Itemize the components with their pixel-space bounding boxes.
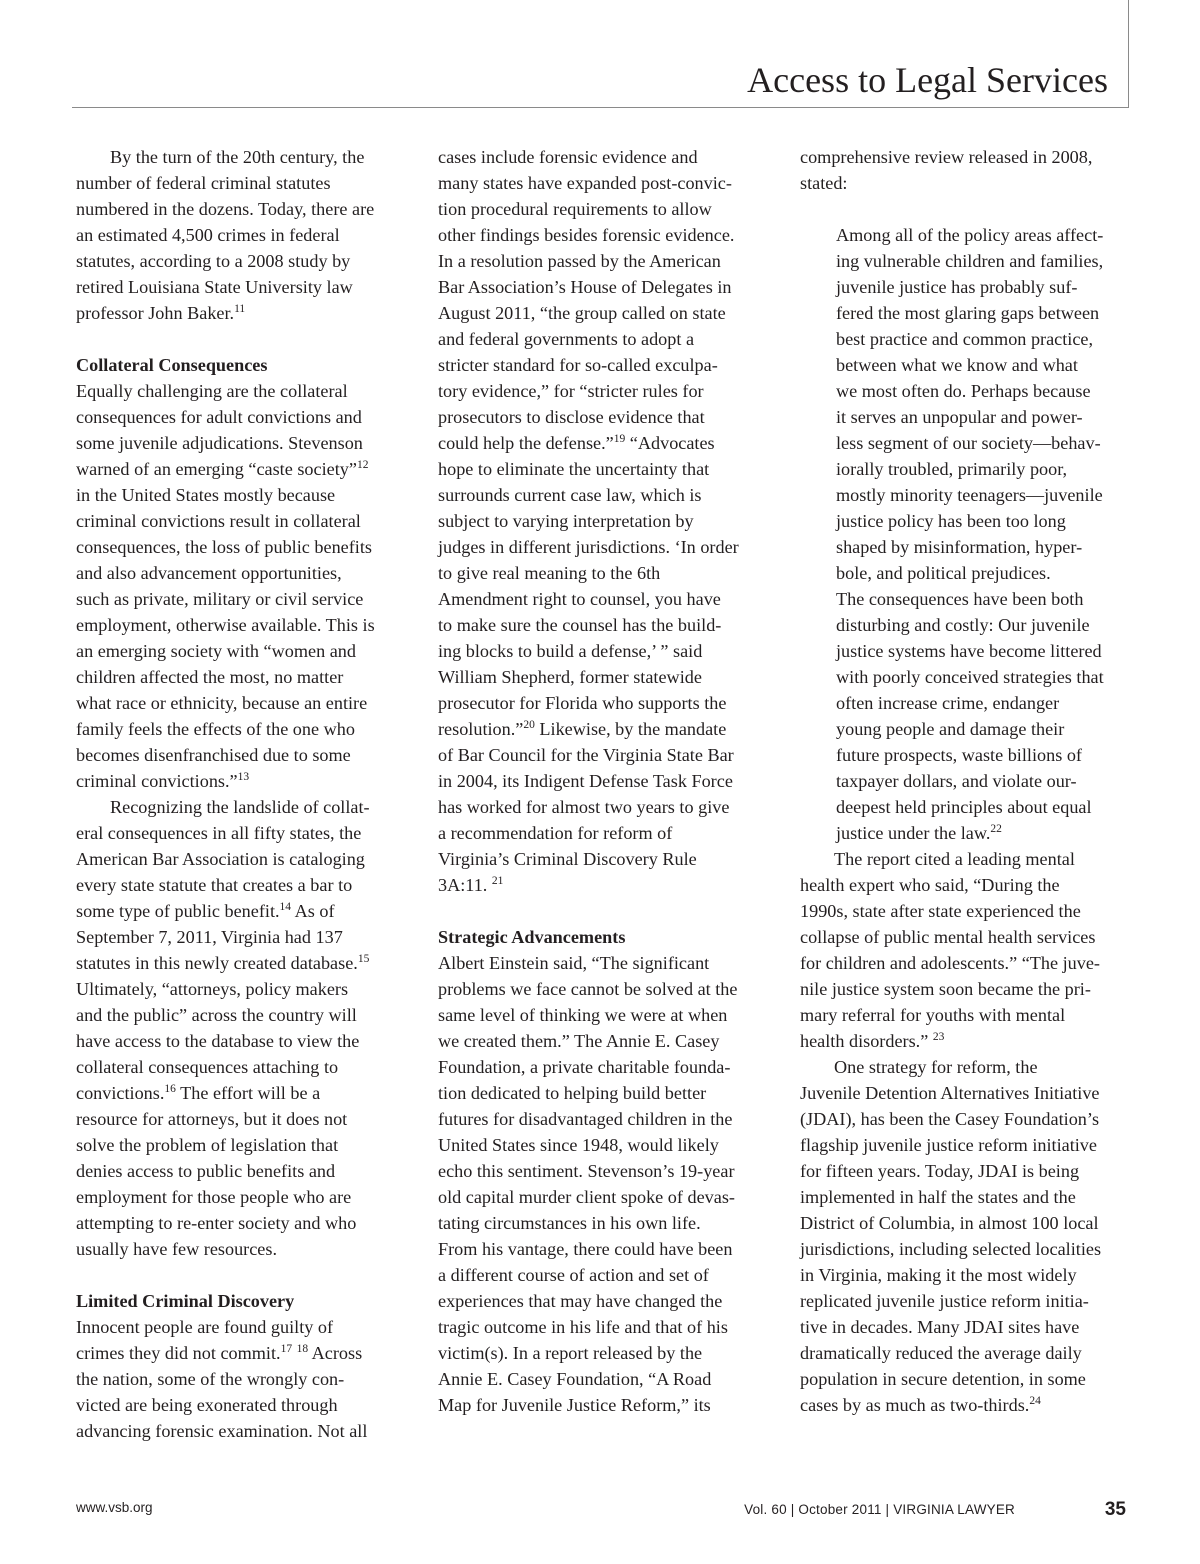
text-line: a different course of action and set of [438,1265,709,1285]
text-line: population in secure detention, in some [800,1369,1086,1389]
text-line: cases include forensic evidence and [438,147,698,167]
text-line: collateral consequences attaching to [76,1057,339,1077]
text-line: stricter standard for so-called exculpa- [438,355,718,375]
text-line: an estimated 4,500 crimes in federal [76,225,340,245]
text-segment: criminal convictions.” [76,771,238,791]
text-line: The consequences have been both [836,589,1084,609]
text-line: often increase crime, endanger [836,693,1060,713]
text-line: criminal convictions result in collateral [76,511,361,531]
text-line: the nation, some of the wrongly con- [76,1369,345,1389]
paragraph [76,378,406,794]
paragraph-gap [76,1262,406,1288]
text-line: Among all of the policy areas affect- [836,225,1104,245]
text-line: young people and damage their [836,719,1065,739]
text-line: old capital murder client spoke of devas- [438,1187,735,1207]
text-line: to give real meaning to the 6th [438,563,661,583]
text-line: between what we know and what [836,355,1078,375]
paragraph [438,950,768,1418]
text-segment: cases by as much as two-thirds. [800,1395,1030,1415]
text-line: mostly minority teenagers—juvenile [836,485,1103,505]
text-line: employment, otherwise available. This is [76,615,375,635]
text-line: collapse of public mental health services [800,927,1096,947]
footnote-ref: 21 [491,875,504,887]
text-line: disturbing and costly: Our juvenile [836,615,1090,635]
footnote-ref: 19 [613,433,626,445]
subheading: Strategic Advancements [438,927,626,947]
text-line: dramatically reduced the average daily [800,1343,1082,1363]
text-line: Map for Juvenile Justice Reform,” its [438,1395,711,1415]
paragraph [76,1314,406,1444]
text-line: tragic outcome in his life and that of his [438,1317,728,1337]
text-line [438,716,768,742]
text-line: prosecutors to disclose evidence that [438,407,705,427]
article-column-2 [438,144,768,1418]
text-line [438,430,768,456]
subheading: Collateral Consequences [76,355,268,375]
text-segment: As of [291,901,335,921]
text-line: victed are being exonerated through [76,1395,338,1415]
subheading: Limited Criminal Discovery [76,1291,295,1311]
text-line: denies access to public benefits and [76,1161,336,1181]
text-line: William Shepherd, former statewide [438,667,702,687]
text-line: best practice and common practice, [836,329,1094,349]
paragraph [76,144,406,326]
text-line: taxpayer dollars, and violate our- [836,771,1077,791]
text-segment: justice under the law. [836,823,991,843]
text-line: tive in decades. Many JDAI sites have [800,1317,1080,1337]
text-segment: health disorders.” [800,1031,933,1051]
text-line: Bar Association’s House of Delegates in [438,277,732,297]
text-line: ing vulnerable children and families, [836,251,1104,271]
text-line: 1990s, state after state experienced the [800,901,1081,921]
text-line [76,1080,406,1106]
footnote-ref: 17 [280,1343,293,1355]
text-line: such as private, military or civil service [76,589,364,609]
text-line: implemented in half the states and the [800,1187,1076,1207]
text-line: victim(s). In a report released by the [438,1343,703,1363]
text-line: iorally troubled, primarily poor, [836,459,1068,479]
text-line: employment for those people who are [76,1187,352,1207]
text-line: ing blocks to build a defense,’ ” said [438,641,703,661]
text-line: we created them.” The Annie E. Casey [438,1031,720,1051]
text-line: One strategy for reform, the [834,1057,1038,1077]
text-line: justice systems have become littered [836,641,1102,661]
page-number: 35 [1104,1499,1126,1520]
text-line: futures for disadvantaged children in the [438,1109,733,1129]
text-line: Equally challenging are the collateral [76,381,348,401]
text-segment: warned of an emerging “caste society” [76,459,357,479]
text-line: Amendment right to counsel, you have [438,589,721,609]
text-line: we most often do. Perhaps because [836,381,1091,401]
text-segment: crimes they did not commit. [76,1343,281,1363]
text-segment: Likewise, by the mandate [534,719,727,739]
text-line: and also advancement opportunities, [76,563,342,583]
text-line: shaped by misinformation, hyper- [836,537,1083,557]
text-line: in the United States mostly because [76,485,336,505]
text-line: what race or ethnicity, because an entire [76,693,368,713]
footnote-ref: 20 [523,719,535,731]
text-line: The report cited a leading mental [834,849,1075,869]
text-line: tion procedural requirements to allow [438,199,712,219]
text-line: Foundation, a private charitable founda- [438,1057,731,1077]
text-line: same level of thinking we were at when [438,1005,728,1025]
text-line: family feels the effects of the one who [76,719,355,739]
text-line: juvenile justice has probably suf- [836,277,1078,297]
text-segment: 3A:11. [438,875,492,895]
text-line: Annie E. Casey Foundation, “A Road [438,1369,712,1389]
text-line: consequences, the loss of public benefits [76,537,372,557]
text-line [800,820,1130,846]
paragraph [800,144,1130,196]
text-segment: resolution.” [438,719,524,739]
text-line [76,950,406,976]
text-segment: The effort will be a [175,1083,321,1103]
section-title: Access to Legal Services [747,60,1108,100]
text-line [76,768,406,794]
paragraph [800,846,1130,1054]
text-line: bole, and political prejudices. [836,563,1051,583]
text-line: August 2011, “the group called on state [438,303,726,323]
header-rule [72,107,1129,108]
text-line: tion dedicated to helping build better [438,1083,707,1103]
text-line: health expert who said, “During the [800,875,1060,895]
text-line [76,456,406,482]
text-line: numbered in the dozens. Today, there are [76,199,375,219]
text-line: tating circumstances in his own life. [438,1213,701,1233]
footnote-ref: 16 [164,1083,176,1095]
footer-issue-info: Vol. 60 | October 2011 | VIRGINIA LAWYER [744,1502,1015,1517]
text-line: and federal governments to adopt a [438,329,695,349]
text-line: less segment of our society—behav- [836,433,1101,453]
paragraph-gap [76,326,406,352]
text-line: every state statute that creates a bar to [76,875,353,895]
text-line: echo this sentiment. Stevenson’s 19-year [438,1161,735,1181]
text-line: District of Columbia, in almost 100 local [800,1213,1099,1233]
text-line [800,1392,1130,1418]
text-line: experiences that may have changed the [438,1291,723,1311]
text-line: an emerging society with “women and [76,641,356,661]
text-line [800,1028,1130,1054]
text-line: have access to the database to view the [76,1031,360,1051]
text-line: advancing forensic examination. Not all [76,1421,368,1441]
header-vertical-rule [1128,0,1129,108]
footnote-ref: 18 [296,1343,309,1355]
footnote-ref: 15 [357,953,370,965]
footnote-ref: 23 [932,1031,945,1043]
text-line: From his vantage, there could have been [438,1239,733,1259]
paragraph [800,1054,1130,1418]
text-line: usually have few resources. [76,1239,277,1259]
text-line: and the public” across the country will [76,1005,357,1025]
text-segment: could help the defense.” [438,433,614,453]
text-line: comprehensive review released in 2008, [800,147,1093,167]
text-line: resource for attorneys, but it does not [76,1109,348,1129]
footnote-ref: 14 [279,901,292,913]
text-segment: convictions. [76,1083,165,1103]
text-line: surrounds current case law, which is [438,485,702,505]
text-line: By the turn of the 20th century, the [110,147,365,167]
text-line [438,872,768,898]
text-line: Ultimately, “attorneys, policy makers [76,979,349,999]
text-line: mary referral for youths with mental [800,1005,1066,1025]
text-line: it serves an unpopular and power- [836,407,1083,427]
text-line: Innocent people are found guilty of [76,1317,334,1337]
text-line: in 2004, its Indigent Defense Task Force [438,771,733,791]
text-line: future prospects, waste billions of [836,745,1082,765]
footnote-ref: 13 [237,771,250,783]
text-line: prosecutor for Florida who supports the [438,693,727,713]
text-line: United States since 1948, would likely [438,1135,719,1155]
footnote-ref: 12 [356,459,369,471]
text-line: to make sure the counsel has the build- [438,615,722,635]
text-line: nile justice system soon became the pri- [800,979,1091,999]
text-line: American Bar Association is cataloging [76,849,365,869]
text-line: In a resolution passed by the American [438,251,721,271]
text-line: Virginia’s Criminal Discovery Rule [438,849,697,869]
text-line: for fifteen years. Today, JDAI is being [800,1161,1080,1181]
text-line: problems we face cannot be solved at the [438,979,738,999]
article-column-1 [76,144,406,1444]
article-column-3 [800,144,1130,1418]
text-line: attempting to re-enter society and who [76,1213,357,1233]
text-segment: “Advocates [625,433,715,453]
text-line: (JDAI), has been the Casey Foundation’s [800,1109,1100,1129]
text-line [76,1340,406,1366]
text-segment: Across [308,1343,363,1363]
text-line: statutes, according to a 2008 study by [76,251,351,271]
text-line: becomes disenfranchised due to some [76,745,351,765]
text-line: for children and adolescents.” “The juve- [800,953,1100,973]
text-line: a recommendation for reform of [438,823,673,843]
text-line: stated: [800,173,848,193]
paragraph [76,794,406,1262]
paragraph-gap [800,196,1130,222]
footnote-ref: 24 [1029,1395,1041,1407]
text-line [76,300,406,326]
text-line: of Bar Council for the Virginia State Bar [438,745,734,765]
text-line: retired Louisiana State University law [76,277,353,297]
text-segment: professor John Baker. [76,303,235,323]
text-line: in Virginia, making it the most widely [800,1265,1077,1285]
text-line: deepest held principles about equal [836,797,1092,817]
text-line: jurisdictions, including selected localities [800,1239,1102,1259]
text-line: September 7, 2011, Virginia had 137 [76,927,343,947]
block-quote [800,222,1130,846]
paragraph-gap [438,898,768,924]
text-line: consequences for adult convictions and [76,407,362,427]
footnote-ref: 22 [990,823,1002,835]
text-line: children affected the most, no matter [76,667,344,687]
text-line: hope to eliminate the uncertainty that [438,459,710,479]
text-line: some juvenile adjudications. Stevenson [76,433,363,453]
text-line: justice policy has been too long [836,511,1066,531]
footer-url[interactable]: www.vsb.org [76,1500,153,1515]
text-line: with poorly conceived strategies that [836,667,1104,687]
text-line: subject to varying interpretation by [438,511,694,531]
text-segment: statutes in this newly created database. [76,953,358,973]
text-segment: some type of public benefit. [76,901,280,921]
text-line: many states have expanded post-convic- [438,173,732,193]
text-line: judges in different jurisdictions. ‘In order [438,537,739,557]
text-line: flagship juvenile justice reform initiative [800,1135,1097,1155]
text-line: Juvenile Detention Alternatives Initiative [800,1083,1100,1103]
text-line: eral consequences in all fifty states, the [76,823,362,843]
paragraph [438,144,768,898]
text-line: number of federal criminal statutes [76,173,331,193]
text-line: solve the problem of legislation that [76,1135,339,1155]
text-line: has worked for almost two years to give [438,797,730,817]
text-line: Albert Einstein said, “The significant [438,953,710,973]
text-line: replicated juvenile justice reform initia- [800,1291,1089,1311]
text-line: tory evidence,” for “stricter rules for [438,381,704,401]
text-line: Recognizing the landslide of collat- [110,797,370,817]
text-line: other findings besides forensic evidence. [438,225,735,245]
text-line: fered the most glaring gaps between [836,303,1100,323]
footnote-ref: 11 [234,303,246,315]
text-line [76,898,406,924]
